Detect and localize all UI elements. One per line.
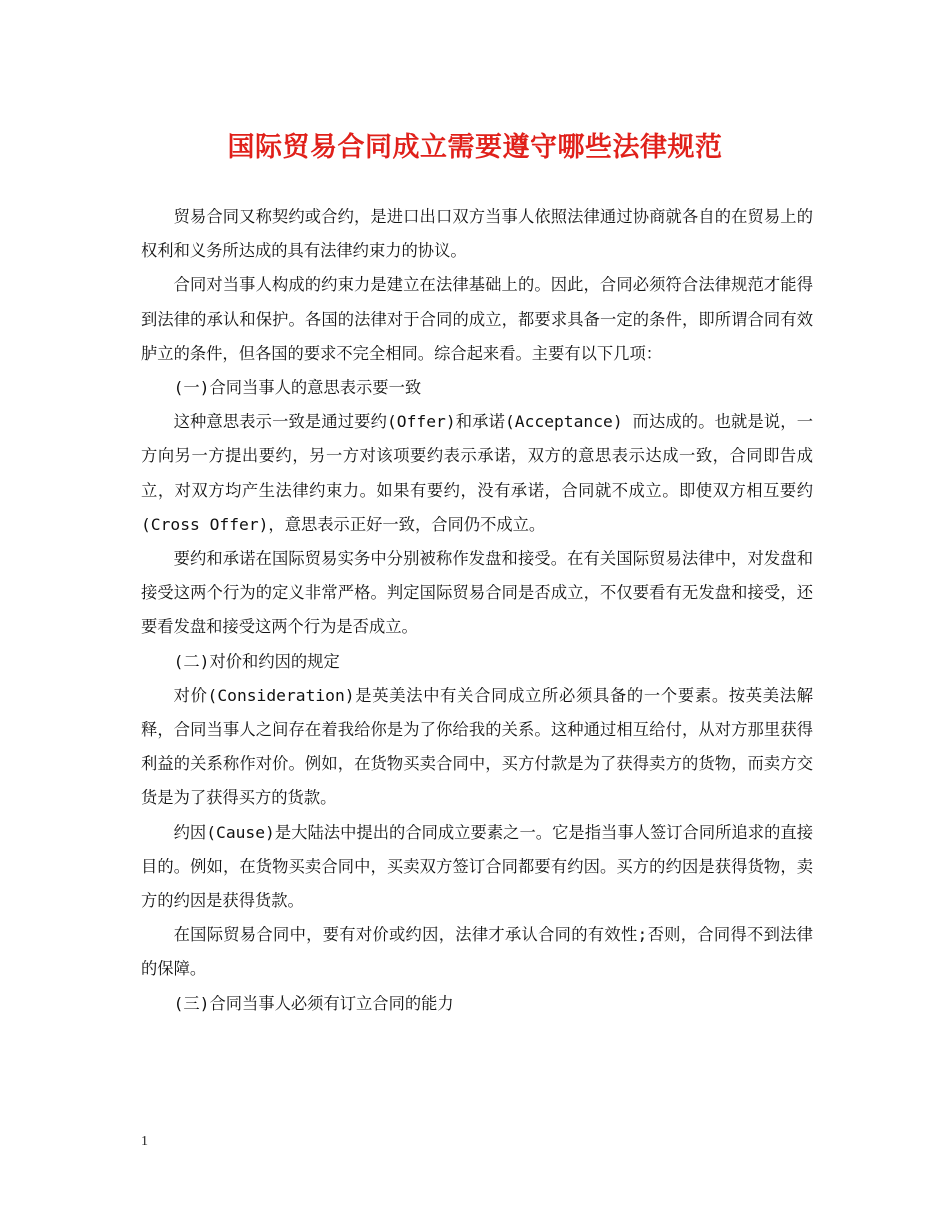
paragraph-binding-force: 合同对当事人构成的约束力是建立在法律基础上的。因此，合同必须符合法律规范才能得到法律的承认和保护。各国的法律对于合同的成立，都要求具备一定的条件，即所谓合同有效胪立的条件，但各国的要求不完全相同。综合起来看。主要有以下几项： <box>141 275 813 363</box>
paragraph-intro: 贸易合同又称契约或合约，是进口出口双方当事人依照法律通过协商就各自的在贸易上的权利和义务所达成的具有法律约束力的协议。 <box>141 207 813 261</box>
page-number: 1 <box>141 1134 148 1149</box>
paragraph-validity: 在国际贸易合同中，要有对价或约因，法律才承认合同的有效性;否则，合同得不到法律的保障。 <box>141 925 813 979</box>
section-heading-1: (一)合同当事人的意思表示要一致 <box>173 378 422 398</box>
paragraph-cause: 约因(Cause)是大陆法中提出的合同成立要素之一。它是指当事人签订合同所追求的直接目的。例如，在货物买卖合同中，买卖双方签订合同都要有约因。买方的约因是获得货物，卖方的约因是获得货款。 <box>141 822 813 911</box>
paragraph-consideration: 对价(Consideration)是英美法中有关合同成立所必须具备的一个要素。按英美法解释，合同当事人之间存在着我给你是为了你给我的关系。这种通过相互给付，从对方那里获得利益的关系称作对价。例如，在货物买卖合同中，买方付款是为了获得卖方的货物，而卖方交货是为了获得买方的货款。 <box>141 685 813 808</box>
document-body <box>141 200 813 1021</box>
document-title: 国际贸易合同成立需要遵守哪些法律规范 <box>227 132 723 163</box>
paragraph-offer-trade-practice: 要约和承诺在国际贸易实务中分别被称作发盘和接受。在有关国际贸易法律中，对发盘和接受这两个行为的定义非常严格。判定国际贸易合同是否成立，不仅要看有无发盘和接受，还要看发盘和接受这两个行为是否成立。 <box>141 549 813 637</box>
section-heading-3: (三)合同当事人必须有订立合同的能力 <box>173 993 454 1013</box>
paragraph-offer-acceptance: 这种意思表示一致是通过要约(Offer)和承诺(Acceptance) 而达成的。也就是说，一方向另一方提出要约，另一方对该项要约表示承诺，双方的意思表示达成一致，合同即告成立，对双方均产生法律约束力。如果有要约，没有承诺，合同就不成立。即使双方相互要约(Cross Offer)，意思表示正好一致，合同仍不成立。 <box>141 412 813 534</box>
section-heading-2: (二)对价和约因的规定 <box>173 651 340 671</box>
